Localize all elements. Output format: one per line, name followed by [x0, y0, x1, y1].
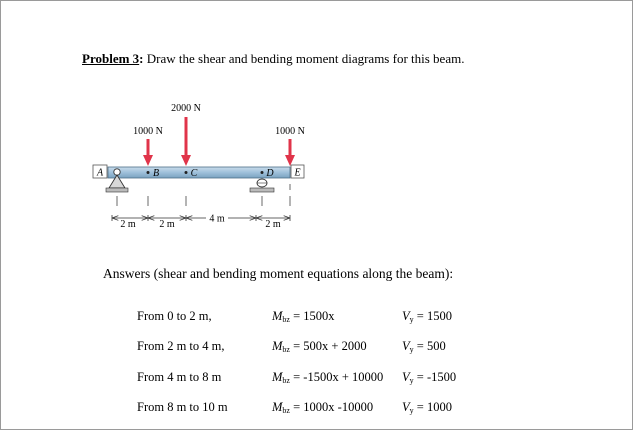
shear-symbol: V [402, 400, 410, 414]
moment-expression: = 1500x [289, 309, 335, 323]
problem-text: Draw the shear and bending moment diagrams for this beam. [143, 51, 465, 66]
answers-heading: Answers (shear and bending moment equations along the beam): [103, 266, 454, 281]
point-e-label: E [294, 167, 301, 179]
load-arrow-e [285, 139, 295, 166]
moment-expression: = -1500x + 10000 [289, 370, 384, 384]
range-row-2: From 2 m to 4 m, [137, 339, 225, 353]
moment-expression: = 1000x -10000 [289, 400, 374, 414]
moment-expression: = 500x + 2000 [289, 339, 367, 353]
range-row-3: From 4 m to 8 m [137, 370, 222, 384]
shear-symbol: V [402, 370, 410, 384]
moment-subscript: bz [282, 315, 290, 324]
moment-symbol: M [272, 309, 283, 323]
shear-eq-row-4 [402, 400, 452, 415]
point-d-label: D [266, 168, 274, 179]
load-label-1000-right: 1000 N [275, 126, 305, 137]
point-c-dot [185, 171, 188, 174]
shear-expression: = 500 [413, 339, 446, 353]
moment-subscript: bz [282, 345, 290, 354]
shear-subscript: y [409, 315, 414, 324]
shear-eq-row-3 [402, 370, 456, 385]
moment-eq-row-1 [272, 309, 335, 324]
dimension-lines [112, 215, 290, 221]
moment-eq-row-4 [272, 400, 373, 415]
moment-subscript: bz [282, 376, 290, 385]
shear-subscript: y [409, 376, 414, 385]
shear-subscript: y [409, 345, 414, 354]
shear-symbol: V [402, 339, 410, 353]
shear-expression: = -1500 [413, 370, 457, 384]
shear-expression: = 1000 [413, 400, 452, 414]
roller-support-icon [250, 179, 274, 192]
point-b-dot [147, 171, 150, 174]
moment-symbol: M [272, 339, 283, 353]
load-arrow-c [181, 117, 191, 166]
point-b-label: B [152, 168, 160, 179]
shear-subscript: y [409, 406, 414, 415]
shear-eq-row-1 [402, 309, 452, 324]
moment-subscript: bz [282, 406, 290, 415]
load-label-2000: 2000 N [171, 103, 201, 114]
problem-label: Problem 3 [82, 51, 140, 66]
range-row-4: From 8 m to 10 m [137, 400, 228, 414]
dimension-label-de: 2 m [265, 219, 281, 230]
dimension-label-bc: 2 m [159, 219, 175, 230]
load-arrow-b [143, 139, 153, 166]
problem-colon: : [139, 51, 144, 66]
shear-expression: = 1500 [413, 309, 452, 323]
point-a-label: A [96, 167, 104, 179]
load-label-1000-left: 1000 N [133, 126, 163, 137]
moment-eq-row-2 [272, 339, 367, 354]
shear-symbol: V [402, 309, 410, 323]
point-c-label: C [190, 168, 198, 179]
moment-symbol: M [272, 400, 283, 414]
moment-eq-row-3 [272, 370, 383, 385]
range-row-1: From 0 to 2 m, [137, 309, 212, 323]
point-d-dot [261, 171, 264, 174]
shear-eq-row-2 [402, 339, 446, 354]
moment-symbol: M [272, 370, 283, 384]
dimension-label-ab: 2 m [120, 219, 136, 230]
extension-lines [117, 184, 290, 206]
dimension-label-cd: 4 m [209, 213, 225, 225]
